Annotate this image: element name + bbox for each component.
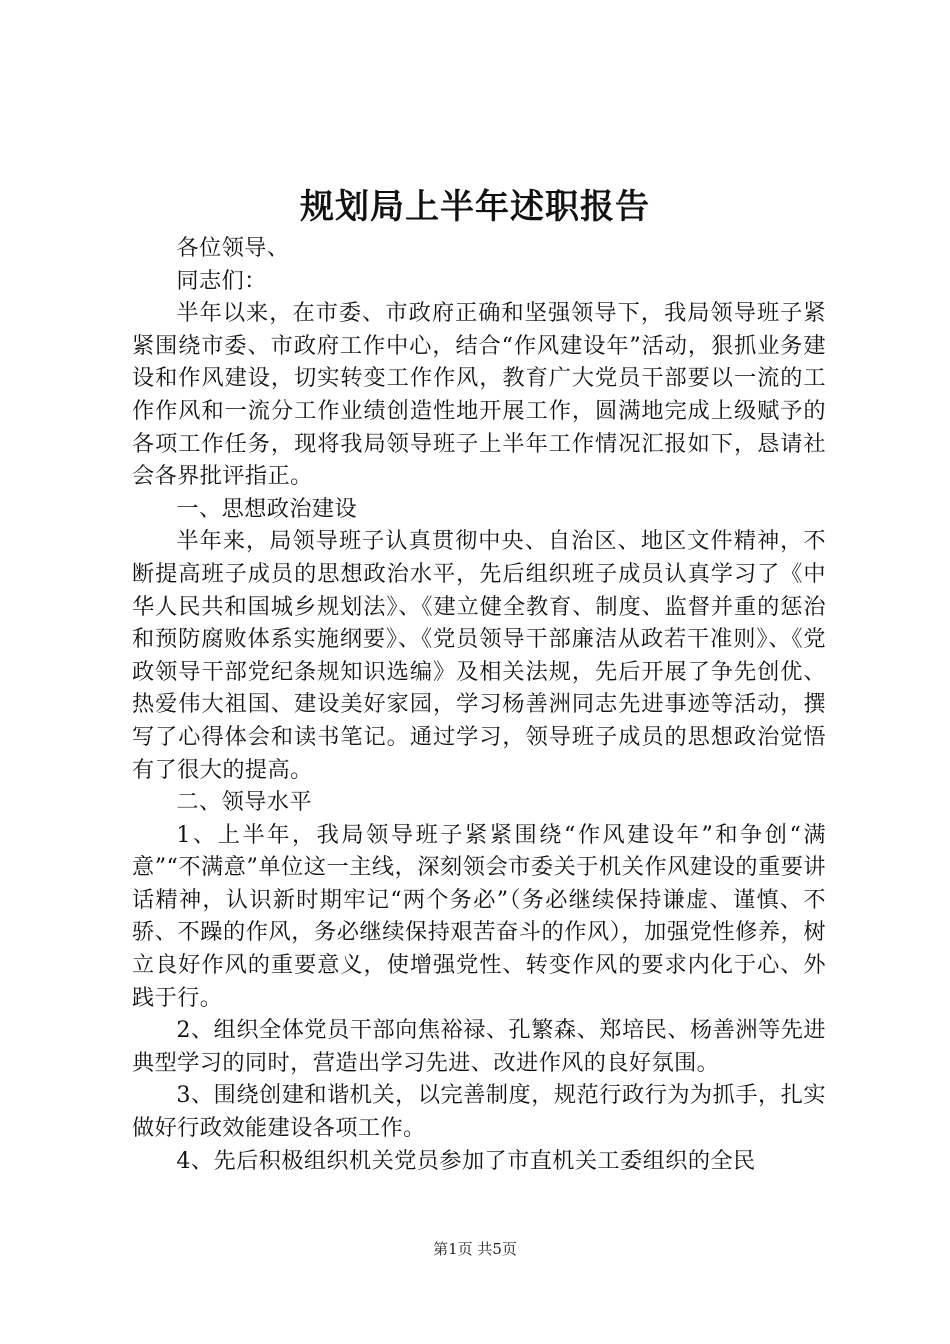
intro-paragraph: 半年以来，在市委、市政府正确和坚强领导下，我局领导班子紧紧围绕市委、市政府工作中心，结合“作风建设年”活动，狠抓业务建设和作风建设，切实转变工作作风，教育广大党员干部要以一流的工作作风和一流分工作业绩创造性地开展工作，圆满地完成上级赋予的各项工作任务，现将我局领导班子上半年工作情况汇报如下，恳请社会各界批评指正。 — [132, 300, 826, 490]
salutation-line-2: 同志们： — [176, 267, 267, 294]
document-title: 规划局上半年述职报告 — [300, 187, 650, 227]
section-2-item-3: 3、围绕创建和谐机关，以完善制度，规范行政行为为抓手，扎实做好行政效能建设各项工作。 — [132, 1082, 826, 1142]
section-2-item-1: 1、上半年，我局领导班子紧紧围绕“作风建设年”和争创“满意”“不满意”单位这一主线，深刻领会市委关于机关作风建设的重要讲话精神，认识新时期牢记“两个务必”（务必继续保持谦虚、谨慎、不骄、不躁的作风，务必继续保持艰苦奋斗的作风），加强党性修养，树立良好作风的重要意义，使增强党性、转变作风的要求内化于心、外践于行。 — [132, 821, 826, 1011]
section-2-item-4: 4、先后积极组织机关党员参加了市直机关工委组织的全民 — [176, 1147, 756, 1174]
section-1-paragraph: 半年来，局领导班子认真贯彻中央、自治区、地区文件精神，不断提高班子成员的思想政治水平，先后组织班子成员认真学习了《中华人民共和国城乡规划法》、《建立健全教育、制度、监督并重的惩治和预防腐败体系实施纲要》、《党员领导干部廉洁从政若干准则》、《党政领导干部党纪条规知识选编》及相关法规，先后开展了争先创优、热爱伟大祖国、建设美好家园，学习杨善洲同志先进事迹等活动，撰写了心得体会和读书笔记。通过学习，领导班子成员的思想政治觉悟有了很大的提高。 — [132, 528, 826, 783]
section-heading-1: 一、思想政治建设 — [176, 495, 358, 522]
section-2-item-2: 2、组织全体党员干部向焦裕禄、孔繁森、郑培民、杨善洲等先进典型学习的同时，营造出学习先进、改进作风的良好氛围。 — [132, 1017, 826, 1076]
salutation-line-1: 各位领导、 — [176, 235, 290, 261]
document-body — [132, 232, 826, 1177]
page-footer: 第1页 共5页 — [433, 1240, 517, 1258]
section-heading-2: 二、领导水平 — [176, 789, 312, 816]
